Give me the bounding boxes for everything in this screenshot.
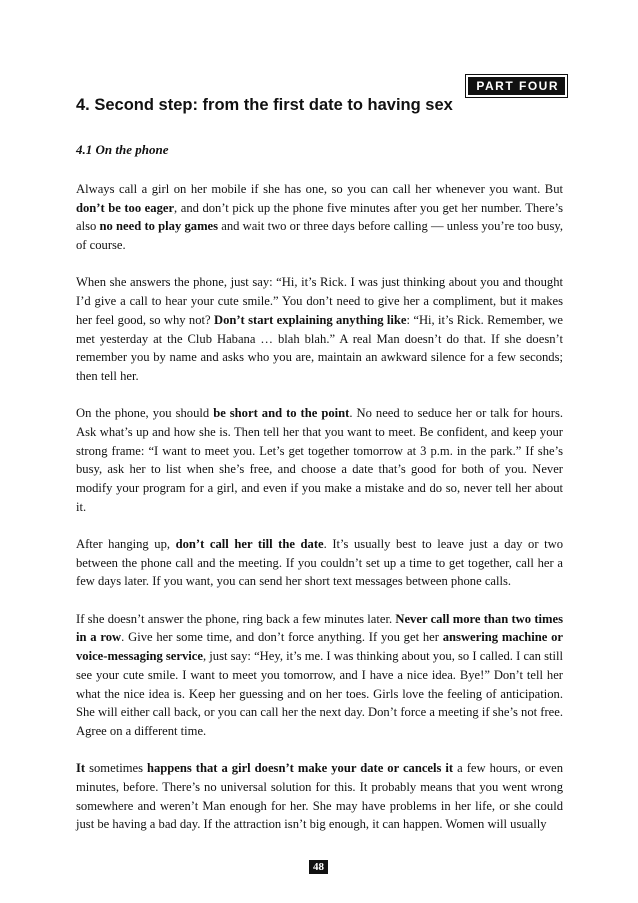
text-run: sometimes — [85, 761, 147, 776]
bold-text: don’t call her till the date — [175, 537, 324, 552]
text-run: , just say: “Hey, it’s me. I was thinking about you, so I called. I can still see your cute smile. I want to meet you tomorrow, and I have a nice idea. Bye!” Don’t tell her what the nice idea is. Keep her guessing and on her toes. Girls love the feeling of anticipation. She will either call back, or you can call her the next day. Don’t force a meeting if she’s not free. Agree on a different time. — [76, 649, 563, 738]
text-run: a few hours, or even minutes, before. There’s no universal solution for this. It probably means that you went wrong somewhere and weren’t Man enough for her. She may have problems in her life, or she could just be having a bad day. If the attraction isn’t big enough, it can happen. Women will usually — [76, 761, 564, 832]
bold-text: Never call more than two times in a row — [76, 611, 563, 645]
bold-text: don’t be too eager — [76, 200, 175, 215]
text-run: : “Hi, it’s Rick. Remember, we met yesterday at the Club Habana … blah blah.” A real Man doesn’t do that. If she doesn’t remember you by name and asks who you are, maintain an awkward silence for a few seconds; then tell her. — [76, 312, 564, 383]
text-run: On the phone, you should — [76, 406, 214, 421]
bold-text: be short and to the point — [213, 406, 350, 421]
paragraph — [76, 180, 563, 255]
text-run: After hanging up, — [76, 537, 176, 552]
paragraph — [76, 404, 563, 516]
text-run: , and don’t pick up the phone five minutes after you get her number. There’s also — [76, 200, 563, 234]
section-title: 4.1 On the phone — [76, 142, 169, 157]
text-run: When she answers the phone, just say: “Hi, it’s Rick. I was just thinking about you and thought I’d give a call to hear your cute smile.” You don’t need to give her a compliment, but it makes her feel good, so why not? — [76, 275, 563, 327]
page-number: 48 — [309, 860, 328, 874]
bold-text: It — [76, 761, 86, 776]
bold-text: happens that a girl doesn’t make your date or cancels it — [146, 761, 454, 776]
bold-text: answering machine or voice-messaging service — [76, 630, 563, 664]
text-run: If she doesn’t answer the phone, ring back a few minutes later. — [76, 611, 396, 626]
part-label: PART FOUR — [468, 77, 565, 95]
bold-text: Don’t start explaining anything like — [213, 312, 407, 327]
chapter-title: 4. Second step: from the first date to having sex — [76, 96, 453, 114]
paragraph — [76, 535, 563, 591]
paragraph — [76, 610, 563, 741]
bold-text: no need to play games — [99, 219, 219, 234]
text-run: . It’s usually best to leave just a day or two between the phone call and the meeting. If you couldn’t set up a time to get together, call her a few days later. If you want, you can send her short text messages between phone calls. — [76, 537, 563, 589]
paragraph — [76, 273, 563, 385]
text-run: Always call a girl on her mobile if she has one, so you can call her whenever you want. But — [76, 182, 563, 196]
text-run: . No need to seduce her or talk for hours. Ask what’s up and how she is. Then tell her that you want to meet. Be confident, and keep your strong frame: “I want to meet you. Let’s get together tomorrow at 3 p.m. in the park.” If she’s busy, ask her to list when she’s free, and choose a date that’s good for both of you. Never modify your program for a girl, and even if you make a mistake and do so, never tell her about it. — [76, 406, 564, 514]
paragraph — [76, 759, 563, 834]
text-run: and wait two or three days before calling — unless you’re too busy, of course. — [76, 219, 563, 253]
body-text — [76, 180, 563, 853]
text-run: . Give her some time, and don’t force anything. If you get her — [121, 630, 443, 645]
